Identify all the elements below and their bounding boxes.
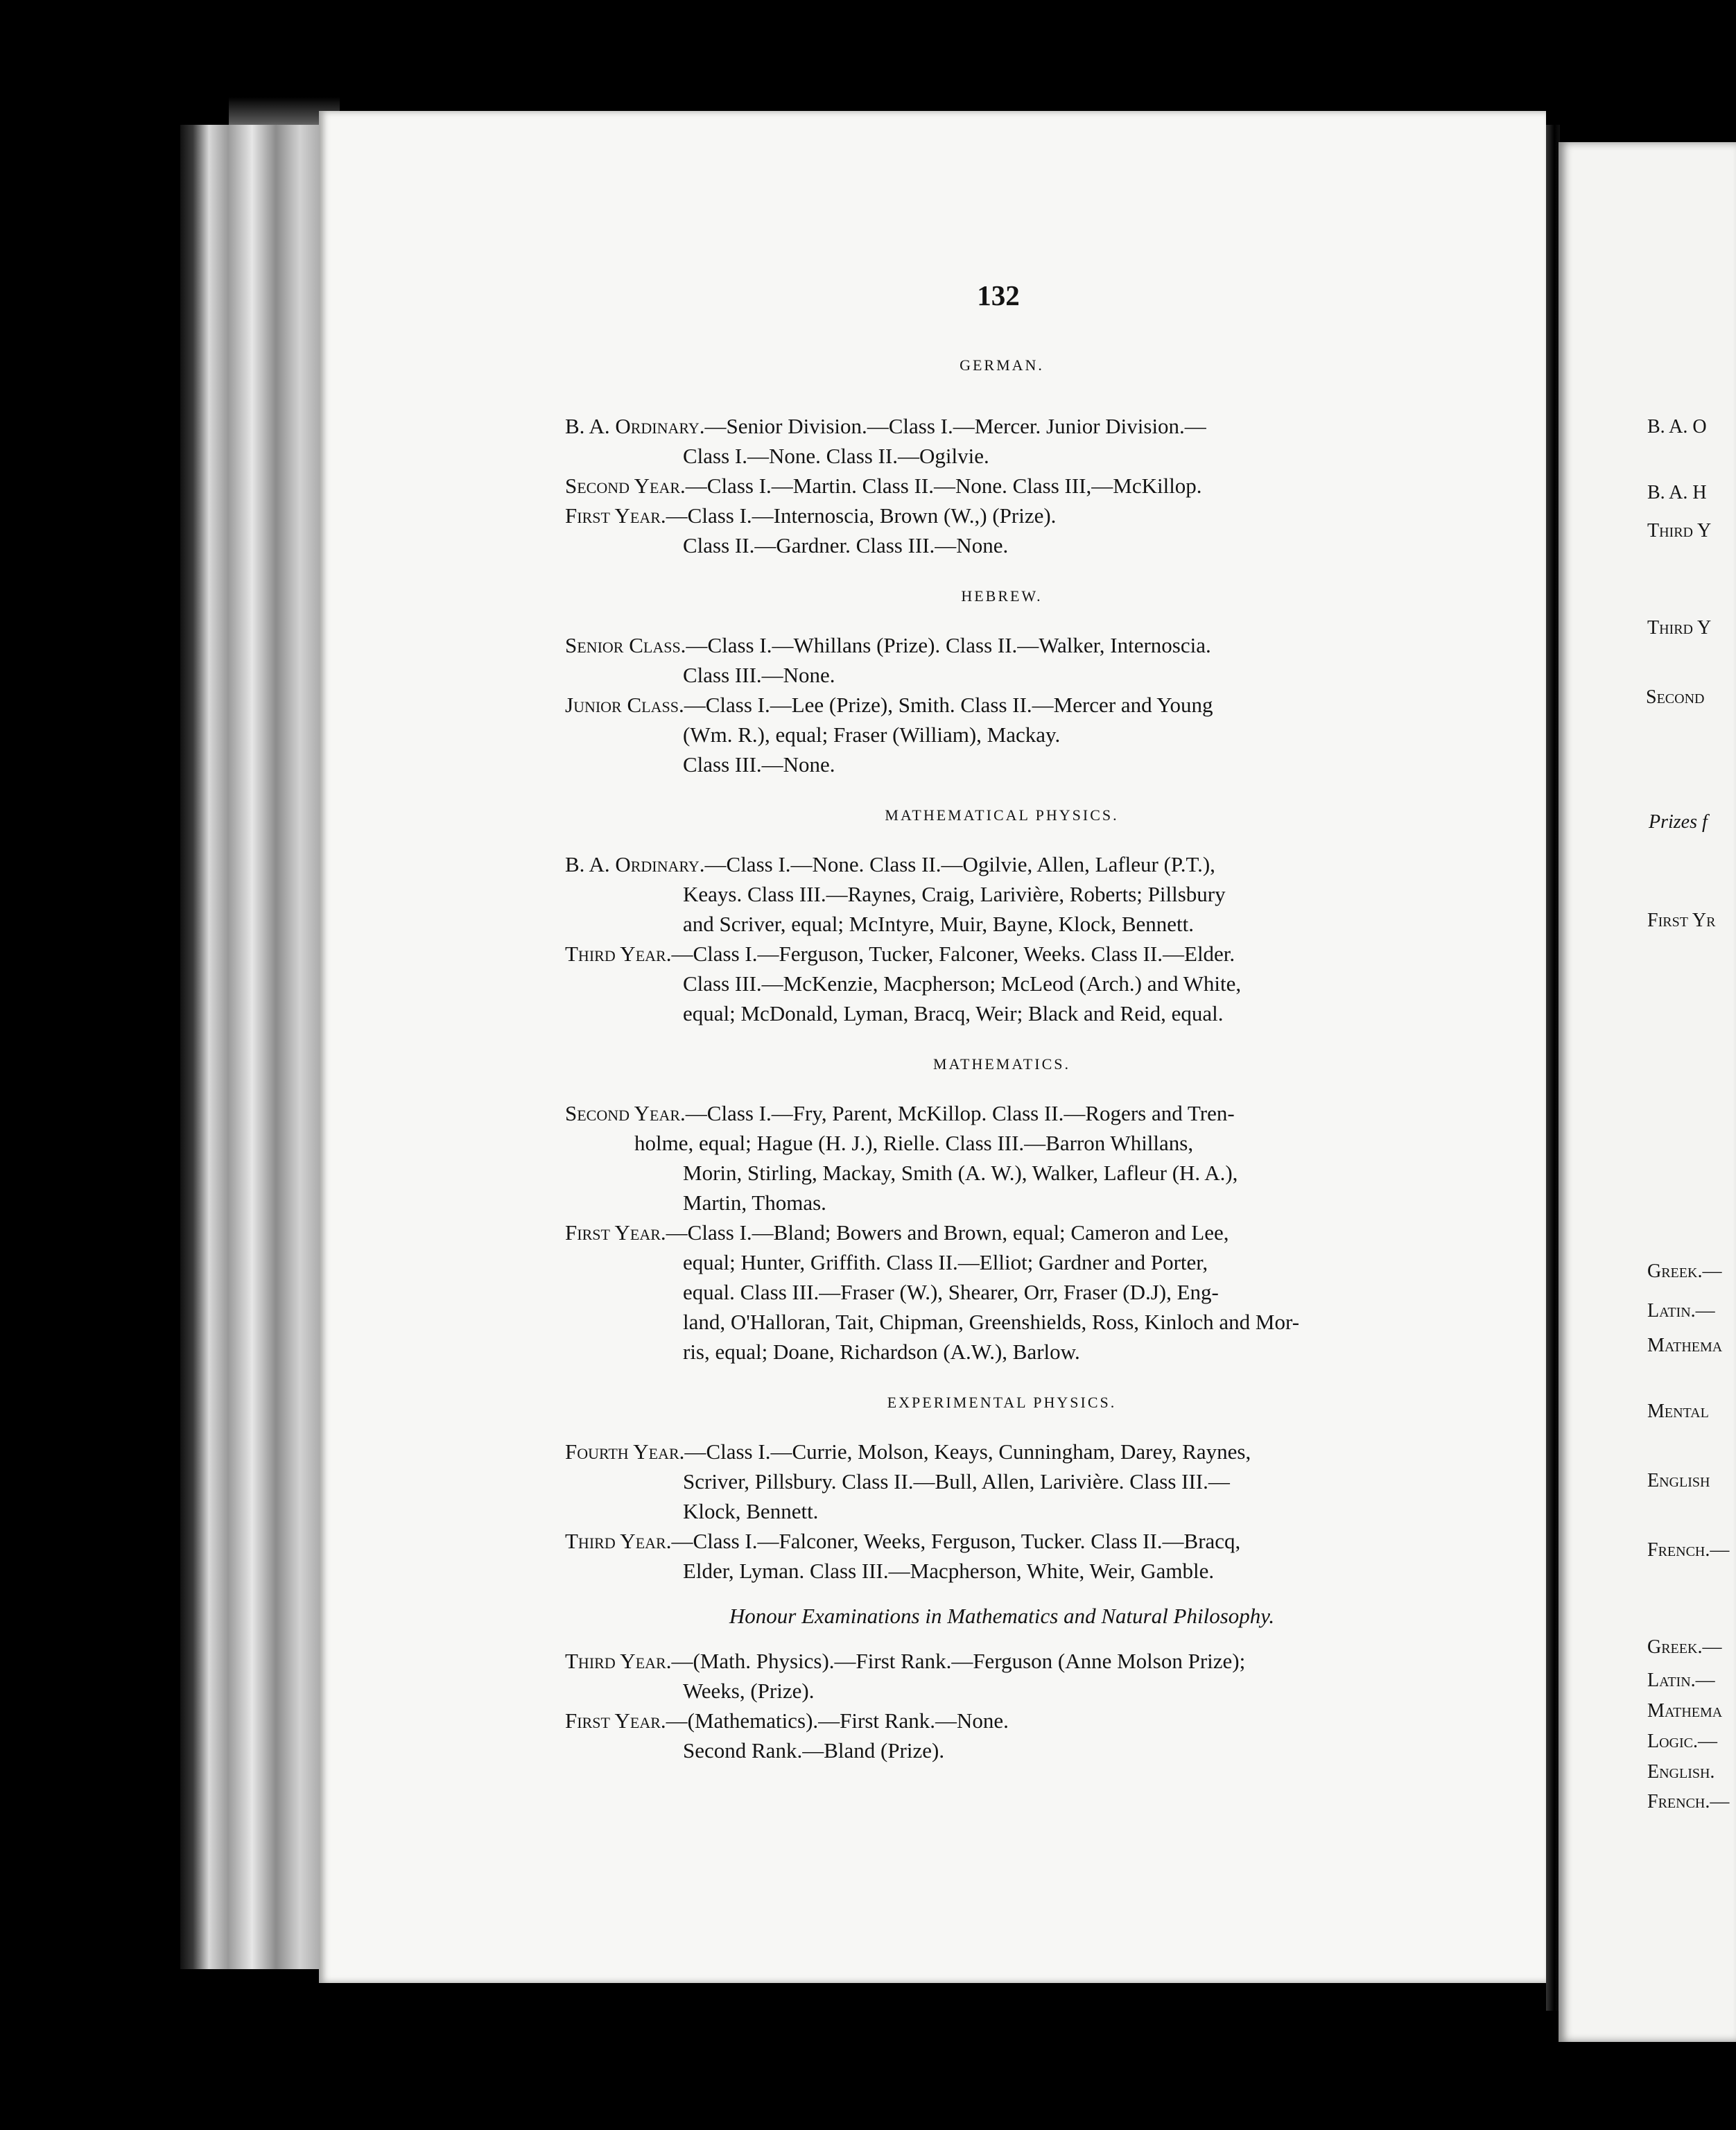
entry-line: Weeks, (Prize). bbox=[683, 1679, 815, 1703]
entry-lead: First Year.— bbox=[565, 1708, 688, 1733]
right-page-line: First Yr bbox=[1647, 910, 1716, 931]
right-page-line: Prizes f bbox=[1649, 811, 1708, 833]
section-heading: GERMAN. bbox=[960, 356, 1044, 374]
entry-line: Class III.—McKenzie, Macpherson; McLeod (Arch.) and White, bbox=[683, 971, 1242, 996]
right-page-line: Latin.— bbox=[1647, 1670, 1715, 1691]
entry-line: Martin, Thomas. bbox=[683, 1190, 826, 1215]
entry-line: equal; Hunter, Griffith. Class II.—Elliot; Gardner and Porter, bbox=[683, 1250, 1208, 1274]
entry-line: Elder, Lyman. Class III.—Macpherson, White, Weir, Gamble. bbox=[683, 1559, 1215, 1583]
entry-line bbox=[565, 1437, 1439, 1466]
right-page-line: Greek.— bbox=[1647, 1636, 1722, 1658]
page-number: 132 bbox=[977, 279, 1020, 311]
right-page-line: Logic.— bbox=[1647, 1731, 1717, 1752]
entry-lead: Fourth Year.— bbox=[565, 1439, 706, 1464]
entry-line bbox=[565, 630, 1439, 660]
entry-text: Class I.—Bland; Bowers and Brown, equal; Cameron and Lee, bbox=[687, 1220, 1229, 1245]
right-page-line: Second bbox=[1646, 686, 1705, 708]
right-page-line: Greek.— bbox=[1647, 1261, 1722, 1282]
right-page-line: Latin.— bbox=[1647, 1300, 1715, 1322]
entry-text: (Math. Physics).—First Rank.—Ferguson (Anne Molson Prize); bbox=[693, 1649, 1246, 1673]
entry-line bbox=[565, 1098, 1439, 1128]
entry-lead: First Year.— bbox=[565, 503, 688, 528]
entry-lead: Third Year.— bbox=[565, 1529, 693, 1553]
right-page-line: Third Y bbox=[1647, 520, 1712, 542]
entry-line: Klock, Bennett. bbox=[683, 1499, 819, 1523]
entry-text: (Mathematics).—First Rank.—None. bbox=[687, 1708, 1009, 1733]
right-page-line: Mathema bbox=[1647, 1700, 1723, 1722]
section-heading: MATHEMATICS. bbox=[933, 1055, 1070, 1073]
right-page-line: French.— bbox=[1647, 1539, 1730, 1561]
entry-text: Class I.—Falconer, Weeks, Ferguson, Tucker. Class II.—Bracq, bbox=[693, 1529, 1241, 1553]
entry-lead: Third Year.— bbox=[565, 1649, 693, 1673]
section-heading: HEBREW. bbox=[961, 587, 1043, 605]
entry-line bbox=[565, 1526, 1439, 1556]
entry-text: Class I.—Ferguson, Tucker, Falconer, Weeks. Class II.—Elder. bbox=[693, 942, 1235, 966]
entry-text: Class I.—Fry, Parent, McKillop. Class II.—Rogers and Tren- bbox=[706, 1101, 1235, 1125]
entry-text: Class I.—Internoscia, Brown (W.,) (Prize). bbox=[687, 503, 1057, 528]
entry-text: Senior Division.—Class I.—Mercer. Junior Division.— bbox=[726, 414, 1206, 438]
section-heading: MATHEMATICAL PHYSICS. bbox=[885, 806, 1119, 824]
entry-text: Class I.—Currie, Molson, Keays, Cunningham, Darey, Raynes, bbox=[706, 1439, 1251, 1464]
page-content bbox=[565, 350, 1439, 1765]
entry-line: equal. Class III.—Fraser (W.), Shearer, Orr, Fraser (D.J), Eng- bbox=[683, 1280, 1219, 1304]
book-page-edges bbox=[180, 125, 340, 1969]
book-gutter bbox=[1546, 125, 1560, 2011]
entry-line bbox=[565, 1706, 1439, 1735]
entry-line: equal; McDonald, Lyman, Bracq, Weir; Black and Reid, equal. bbox=[683, 1001, 1224, 1025]
entry-line bbox=[565, 939, 1439, 969]
entry-line: Class III.—None. bbox=[683, 663, 835, 687]
section-heading: EXPERIMENTAL PHYSICS. bbox=[887, 1394, 1117, 1411]
entry-text: Class I.—Lee (Prize), Smith. Class II.—Mercer and Young bbox=[705, 693, 1213, 717]
right-page-line: Third Y bbox=[1647, 617, 1712, 639]
entry-lead: Second Year.— bbox=[565, 474, 707, 498]
entry-lead: Third Year.— bbox=[565, 942, 693, 966]
entry-text: Class I.—None. Class II.—Ogilvie, Allen, Lafleur (P.T.), bbox=[726, 852, 1215, 876]
entry-line bbox=[565, 501, 1439, 530]
entry-line bbox=[565, 1646, 1439, 1676]
entry-text: Class I.—Martin. Class II.—None. Class III,—McKillop. bbox=[706, 474, 1202, 498]
entry-text: Class I.—Whillans (Prize). Class II.—Walker, Internoscia. bbox=[707, 633, 1211, 657]
entry-line bbox=[565, 471, 1439, 501]
right-page-line: B. A. O bbox=[1647, 416, 1707, 438]
entry-line: Morin, Stirling, Mackay, Smith (A. W.), Walker, Lafleur (H. A.), bbox=[683, 1161, 1238, 1185]
entry-line: Second Rank.—Bland (Prize). bbox=[683, 1738, 945, 1763]
honours-heading: Honour Examinations in Mathematics and Natural Philosophy. bbox=[729, 1604, 1275, 1628]
entry-line: holme, equal; Hague (H. J.), Rielle. Class III.—Barron Whillans, bbox=[634, 1131, 1194, 1155]
entry-line bbox=[565, 849, 1439, 879]
right-page-line: Mathema bbox=[1647, 1335, 1723, 1356]
entry-line: land, O'Halloran, Tait, Chipman, Greenshields, Ross, Kinloch and Mor- bbox=[683, 1310, 1300, 1334]
entry-line: Keays. Class III.—Raynes, Craig, Larivière, Roberts; Pillsbury bbox=[683, 882, 1226, 906]
entry-line: and Scriver, equal; McIntyre, Muir, Bayne, Klock, Bennett. bbox=[683, 912, 1195, 936]
right-page-line: B. A. H bbox=[1647, 482, 1707, 503]
right-page-line: English. bbox=[1647, 1761, 1715, 1783]
entry-lead: B. A. Ordinary.— bbox=[565, 852, 727, 876]
entry-line: Class I.—None. Class II.—Ogilvie. bbox=[683, 444, 989, 468]
right-page-line: Mental bbox=[1647, 1401, 1709, 1422]
entry-line bbox=[565, 411, 1439, 441]
entry-lead: B. A. Ordinary.— bbox=[565, 414, 727, 438]
entry-lead: Senior Class.— bbox=[565, 633, 708, 657]
entry-line: Scriver, Pillsbury. Class II.—Bull, Allen, Larivière. Class III.— bbox=[683, 1469, 1230, 1493]
entry-line bbox=[565, 1218, 1439, 1247]
entry-lead: Second Year.— bbox=[565, 1101, 707, 1125]
entry-lead: Junior Class.— bbox=[565, 693, 706, 717]
entry-line: ris, equal; Doane, Richardson (A.W.), Barlow. bbox=[683, 1340, 1080, 1364]
right-page-line: English bbox=[1647, 1470, 1710, 1491]
entry-lead: First Year.— bbox=[565, 1220, 688, 1245]
entry-line bbox=[565, 690, 1439, 720]
entry-line: Class II.—Gardner. Class III.—None. bbox=[683, 533, 1009, 557]
entry-line: Class III.—None. bbox=[683, 752, 835, 777]
right-page-line: French.— bbox=[1647, 1791, 1730, 1812]
entry-line: (Wm. R.), equal; Fraser (William), Mackay. bbox=[683, 722, 1061, 747]
